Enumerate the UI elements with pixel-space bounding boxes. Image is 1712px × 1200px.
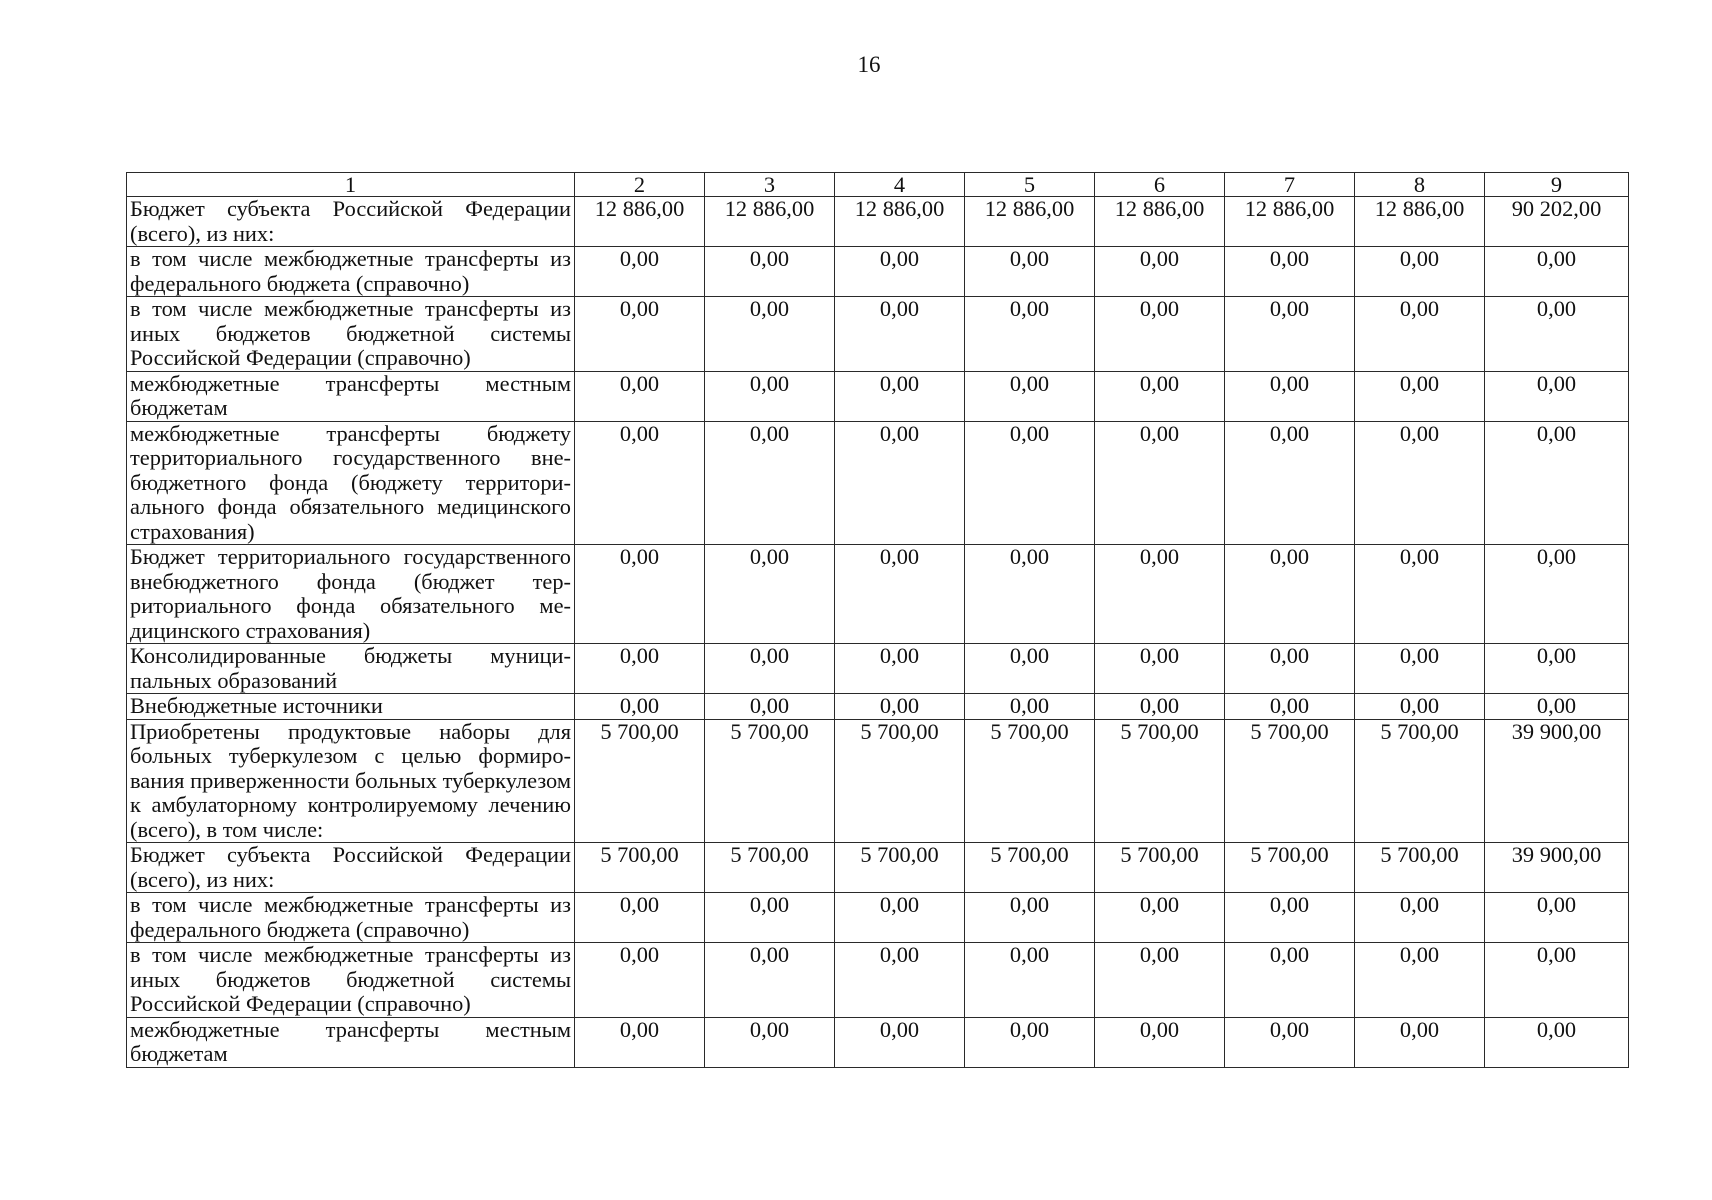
value-cell: 0,00 [705, 943, 835, 1018]
table-row [127, 371, 1629, 421]
value-cell: 0,00 [575, 371, 705, 421]
value-cell: 0,00 [1225, 1017, 1355, 1067]
value-cell: 0,00 [1095, 943, 1225, 1018]
value-cell: 12 886,00 [1355, 197, 1485, 247]
value-cell: 0,00 [835, 247, 965, 297]
value-cell: 0,00 [835, 421, 965, 545]
row-label: межбюджетные трансферты местным бюджетам [127, 371, 575, 421]
table-row [127, 694, 1629, 720]
value-cell: 0,00 [1355, 893, 1485, 943]
value-cell: 0,00 [1225, 421, 1355, 545]
value-cell: 0,00 [705, 893, 835, 943]
value-cell: 0,00 [705, 421, 835, 545]
table-row [127, 943, 1629, 1018]
value-cell: 12 886,00 [1095, 197, 1225, 247]
value-cell: 0,00 [1355, 644, 1485, 694]
value-cell: 0,00 [1225, 297, 1355, 372]
table-row [127, 297, 1629, 372]
value-cell: 0,00 [575, 1017, 705, 1067]
value-cell: 0,00 [1225, 644, 1355, 694]
value-cell: 0,00 [1485, 371, 1629, 421]
value-cell: 0,00 [1095, 297, 1225, 372]
header-row [127, 173, 1629, 197]
value-cell: 0,00 [965, 1017, 1095, 1067]
value-cell: 5 700,00 [1355, 719, 1485, 843]
value-cell: 5 700,00 [1095, 843, 1225, 893]
row-label: Бюджет субъекта Российской Федерации (всего), из них: [127, 843, 575, 893]
header-cell: 6 [1095, 173, 1225, 197]
value-cell: 0,00 [1095, 694, 1225, 720]
value-cell: 12 886,00 [835, 197, 965, 247]
value-cell: 0,00 [1225, 545, 1355, 644]
row-label: Бюджет территориального государственного внебюджетного фонда (бюджет территориального фонда обязательного медицинского страхования) [127, 545, 575, 644]
value-cell: 5 700,00 [835, 719, 965, 843]
value-cell: 0,00 [1485, 421, 1629, 545]
value-cell: 0,00 [835, 943, 965, 1018]
value-cell: 0,00 [1485, 545, 1629, 644]
row-label: Консолидированные бюджеты муниципальных образований [127, 644, 575, 694]
header-cell: 4 [835, 173, 965, 197]
value-cell: 0,00 [705, 545, 835, 644]
value-cell: 0,00 [1095, 545, 1225, 644]
row-label: Приобретены продуктовые наборы для больных туберкулезом с целью формирования приверженности больных туберкулезом к амбулаторному контролируемому лечению (всего), в том числе: [127, 719, 575, 843]
value-cell: 0,00 [965, 421, 1095, 545]
value-cell: 0,00 [1485, 943, 1629, 1018]
value-cell: 5 700,00 [1095, 719, 1225, 843]
value-cell: 0,00 [1095, 421, 1225, 545]
value-cell: 0,00 [835, 545, 965, 644]
value-cell: 0,00 [1095, 893, 1225, 943]
value-cell: 0,00 [1485, 893, 1629, 943]
table-row [127, 843, 1629, 893]
value-cell: 5 700,00 [575, 719, 705, 843]
table-row [127, 545, 1629, 644]
table-row [127, 1017, 1629, 1067]
value-cell: 0,00 [1355, 545, 1485, 644]
value-cell: 0,00 [1225, 943, 1355, 1018]
value-cell: 0,00 [965, 893, 1095, 943]
header-cell: 1 [127, 173, 575, 197]
value-cell: 0,00 [835, 644, 965, 694]
value-cell: 0,00 [1355, 421, 1485, 545]
value-cell: 90 202,00 [1485, 197, 1629, 247]
value-cell: 0,00 [1485, 297, 1629, 372]
value-cell: 5 700,00 [965, 719, 1095, 843]
value-cell: 0,00 [1485, 1017, 1629, 1067]
value-cell: 0,00 [835, 694, 965, 720]
value-cell: 39 900,00 [1485, 719, 1629, 843]
value-cell: 0,00 [1485, 694, 1629, 720]
value-cell: 0,00 [575, 943, 705, 1018]
value-cell: 0,00 [575, 297, 705, 372]
value-cell: 0,00 [1355, 943, 1485, 1018]
value-cell: 0,00 [965, 943, 1095, 1018]
value-cell: 0,00 [705, 644, 835, 694]
header-cell: 3 [705, 173, 835, 197]
value-cell: 0,00 [965, 545, 1095, 644]
value-cell: 12 886,00 [1225, 197, 1355, 247]
value-cell: 0,00 [1095, 644, 1225, 694]
row-label: Внебюджетные источники [127, 694, 575, 720]
row-label: в том числе межбюджетные трансферты из иных бюджетов бюджетной системы Российской Федерации (справочно) [127, 943, 575, 1018]
header-cell: 7 [1225, 173, 1355, 197]
header-cell: 5 [965, 173, 1095, 197]
value-cell: 0,00 [965, 247, 1095, 297]
row-label: в том числе межбюджетные трансферты из федерального бюджета (справочно) [127, 247, 575, 297]
value-cell: 0,00 [1355, 1017, 1485, 1067]
value-cell: 0,00 [575, 694, 705, 720]
value-cell: 5 700,00 [965, 843, 1095, 893]
value-cell: 0,00 [1225, 893, 1355, 943]
table-row [127, 197, 1629, 247]
value-cell: 0,00 [965, 694, 1095, 720]
value-cell: 0,00 [575, 247, 705, 297]
value-cell: 12 886,00 [705, 197, 835, 247]
table-row [127, 247, 1629, 297]
page-number: 16 [857, 52, 881, 77]
value-cell: 5 700,00 [835, 843, 965, 893]
value-cell: 0,00 [575, 644, 705, 694]
row-label: Бюджет субъекта Российской Федерации (всего), из них: [127, 197, 575, 247]
value-cell: 5 700,00 [1225, 719, 1355, 843]
value-cell: 5 700,00 [705, 843, 835, 893]
header-cell: 9 [1485, 173, 1629, 197]
value-cell: 0,00 [1225, 371, 1355, 421]
value-cell: 0,00 [575, 421, 705, 545]
value-cell: 39 900,00 [1485, 843, 1629, 893]
value-cell: 0,00 [575, 893, 705, 943]
value-cell: 0,00 [1355, 694, 1485, 720]
budget-table [126, 172, 1629, 1068]
value-cell: 0,00 [705, 371, 835, 421]
value-cell: 5 700,00 [1225, 843, 1355, 893]
value-cell: 12 886,00 [575, 197, 705, 247]
value-cell: 0,00 [835, 1017, 965, 1067]
table-row [127, 421, 1629, 545]
value-cell: 0,00 [1355, 371, 1485, 421]
value-cell: 0,00 [1095, 1017, 1225, 1067]
value-cell: 0,00 [1355, 297, 1485, 372]
value-cell: 0,00 [965, 371, 1095, 421]
table-row [127, 719, 1629, 843]
value-cell: 0,00 [705, 247, 835, 297]
value-cell: 0,00 [705, 694, 835, 720]
value-cell: 0,00 [965, 297, 1095, 372]
value-cell: 0,00 [1095, 371, 1225, 421]
value-cell: 0,00 [835, 893, 965, 943]
row-label: межбюджетные трансферты бюджету территориального государственного внебюджетного фонда (бюджету территориального фонда обязательного медицинского страхования) [127, 421, 575, 545]
value-cell: 0,00 [705, 1017, 835, 1067]
row-label: в том числе межбюджетные трансферты из иных бюджетов бюджетной системы Российской Федерации (справочно) [127, 297, 575, 372]
value-cell: 0,00 [835, 371, 965, 421]
value-cell: 0,00 [1225, 694, 1355, 720]
row-label: в том числе межбюджетные трансферты из федерального бюджета (справочно) [127, 893, 575, 943]
header-cell: 2 [575, 173, 705, 197]
value-cell: 0,00 [1095, 247, 1225, 297]
value-cell: 0,00 [1355, 247, 1485, 297]
row-label: межбюджетные трансферты местным бюджетам [127, 1017, 575, 1067]
value-cell: 12 886,00 [965, 197, 1095, 247]
value-cell: 0,00 [575, 545, 705, 644]
value-cell: 5 700,00 [1355, 843, 1485, 893]
value-cell: 0,00 [1225, 247, 1355, 297]
value-cell: 0,00 [705, 297, 835, 372]
value-cell: 0,00 [1485, 644, 1629, 694]
value-cell: 0,00 [965, 644, 1095, 694]
value-cell: 5 700,00 [575, 843, 705, 893]
header-cell: 8 [1355, 173, 1485, 197]
table-row [127, 644, 1629, 694]
value-cell: 0,00 [1485, 247, 1629, 297]
table-row [127, 893, 1629, 943]
value-cell: 5 700,00 [705, 719, 835, 843]
value-cell: 0,00 [835, 297, 965, 372]
